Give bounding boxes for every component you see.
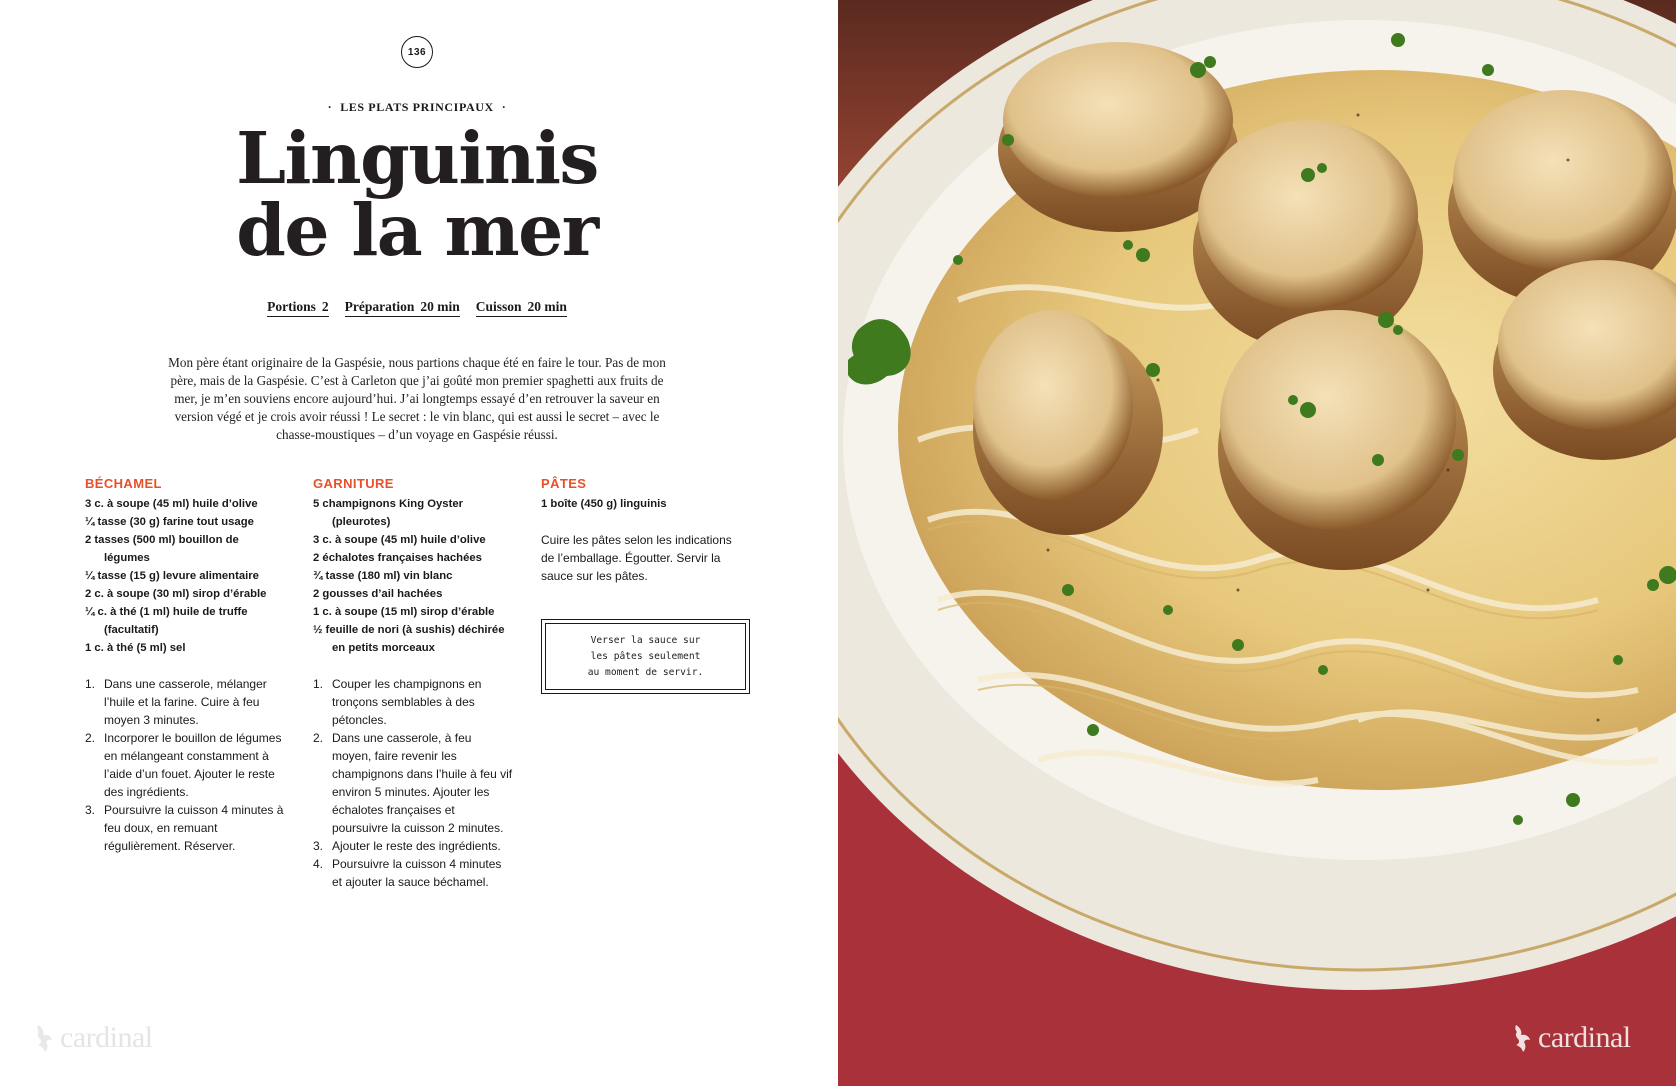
step-number: 1. xyxy=(313,677,324,691)
step-text: Poursuivre la cuisson 4 minutes à feu doux, en remuant régulièrement. Réserver. xyxy=(104,803,284,853)
step-text: Poursuivre la cuisson 4 minutes et ajouter la sauce béchamel. xyxy=(332,857,502,889)
ingredient-item: 1 c. à soupe (15 ml) sirop d’érable xyxy=(313,606,495,618)
bechamel-steps xyxy=(85,675,285,855)
publisher-logo-photo xyxy=(1512,1021,1631,1055)
intro-paragraph: Mon père étant originaire de la Gaspésie, nous partions chaque été en faire le tour. Pas de mon père, mais de la Gaspésie. C’est à Carleton que j’ai goûté mon premier spaghetti aux fruits de mer, je m’en souviens encore aujourd’hui. J’ai longtemps essayé d’en retrouver la saveur en version végé et je crois avoir réussi ! Le secret : le vin blanc, qui est aussi le secret – avec le chasse-moustiques – d’un voyage en Gaspésie réussi. xyxy=(168,355,666,442)
pates-heading: PÂTES xyxy=(541,476,587,491)
recipe-title xyxy=(160,116,674,272)
tip-line: Verser la sauce sur xyxy=(590,634,701,646)
cardinal-bird-icon xyxy=(34,1023,56,1053)
step-number: 2. xyxy=(313,731,324,745)
garniture-column xyxy=(313,476,513,891)
meta-preparation xyxy=(345,299,460,317)
garniture-heading: GARNITURE xyxy=(313,476,394,491)
step-item xyxy=(313,855,513,891)
step-item xyxy=(85,801,285,855)
step-number: 3. xyxy=(313,839,324,853)
ingredient-item: 2 gousses d’ail hachées xyxy=(313,588,443,600)
meta-label: Cuisson xyxy=(475,299,522,314)
section-label xyxy=(200,100,634,115)
pates-instructions: Cuire les pâtes selon les indications de l’emballage. Égoutter. Servir la sauce sur les pâtes. xyxy=(541,533,732,583)
bullet-dot: · xyxy=(501,100,507,114)
tip-text xyxy=(545,623,746,690)
tip-box xyxy=(541,619,750,694)
page-number: 136 xyxy=(401,36,433,68)
tip-line: les pâtes seulement xyxy=(590,650,701,662)
step-item xyxy=(313,837,513,855)
ingredient-item: 2 échalotes françaises hachées xyxy=(313,552,482,564)
bechamel-ingredients xyxy=(85,495,285,657)
ingredient-item: ¼ tasse (15 g) levure alimentaire xyxy=(85,570,259,582)
step-number: 2. xyxy=(85,731,96,745)
ingredient-item: ½ feuille de nori (à sushis) déchirée en petits morceaux xyxy=(313,624,505,654)
step-number: 1. xyxy=(85,677,96,691)
ingredient-item: ¼ c. à thé (1 ml) huile de truffe (facultatif) xyxy=(85,606,248,636)
ingredient-item: 3 c. à soupe (45 ml) huile d’olive xyxy=(85,498,258,510)
step-number: 4. xyxy=(313,857,324,871)
garniture-steps xyxy=(313,675,513,891)
dish-photo xyxy=(838,0,1676,1086)
cardinal-bird-icon xyxy=(1512,1023,1534,1053)
meta-value: 2 xyxy=(321,299,329,314)
step-text: Ajouter le reste des ingrédients. xyxy=(332,839,501,853)
title-line-1: Linguinis xyxy=(236,116,598,200)
step-text: Dans une casserole, mélanger l’huile et la farine. Cuire à feu moyen 3 minutes. xyxy=(104,677,267,727)
step-text: Dans une casserole, à feu moyen, faire revenir les champignons dans l’huile à feu vif environ 5 minutes. Ajouter les échalotes françaises et poursuivre la cuisson 2 minutes. xyxy=(332,731,513,835)
step-item xyxy=(85,675,285,729)
ingredient-item: 1 boîte (450 g) linguinis xyxy=(541,498,667,510)
right-page xyxy=(838,0,1676,1086)
recipe-meta xyxy=(160,299,674,317)
bullet-dot: · xyxy=(327,100,333,114)
ingredient-item: 2 tasses (500 ml) bouillon de légumes xyxy=(85,534,239,564)
ingredient-item: 3 c. à soupe (45 ml) huile d’olive xyxy=(313,534,486,546)
title-line-2: de la mer xyxy=(236,188,598,272)
tip-line: au moment de servir. xyxy=(587,666,704,678)
step-text: Couper les champignons en tronçons semblables à des pétoncles. xyxy=(332,677,482,727)
meta-portions xyxy=(267,299,329,317)
step-item xyxy=(313,675,513,729)
ingredient-item: ¼ tasse (30 g) farine tout usage xyxy=(85,516,254,528)
garniture-ingredients xyxy=(313,495,513,657)
bechamel-heading: BÉCHAMEL xyxy=(85,476,162,491)
ingredient-item: ¾ tasse (180 ml) vin blanc xyxy=(313,570,453,582)
meta-cuisson xyxy=(476,299,567,317)
bechamel-column xyxy=(85,476,285,855)
ingredient-item: 1 c. à thé (5 ml) sel xyxy=(85,642,186,654)
meta-value: 20 min xyxy=(527,299,567,314)
ingredient-item: 5 champignons King Oyster (pleurotes) xyxy=(313,498,464,528)
pates-column xyxy=(541,476,741,585)
step-item xyxy=(313,729,513,837)
meta-value: 20 min xyxy=(420,299,460,314)
step-text: Incorporer le bouillon de légumes en mélangeant constamment à l’aide d’un fouet. Ajouter le reste des ingrédients. xyxy=(104,731,282,799)
step-number: 3. xyxy=(85,803,96,817)
publisher-logo xyxy=(34,1021,153,1055)
meta-label: Préparation xyxy=(344,299,415,314)
ingredient-item: 2 c. à soupe (30 ml) sirop d’érable xyxy=(85,588,267,600)
meta-label: Portions xyxy=(267,299,316,314)
section-name: LES PLATS PRINCIPAUX xyxy=(340,100,494,114)
pates-ingredients xyxy=(541,495,741,513)
step-item xyxy=(85,729,285,801)
logo-wordmark: cardinal xyxy=(1538,1021,1631,1054)
logo-wordmark: cardinal xyxy=(60,1021,153,1054)
